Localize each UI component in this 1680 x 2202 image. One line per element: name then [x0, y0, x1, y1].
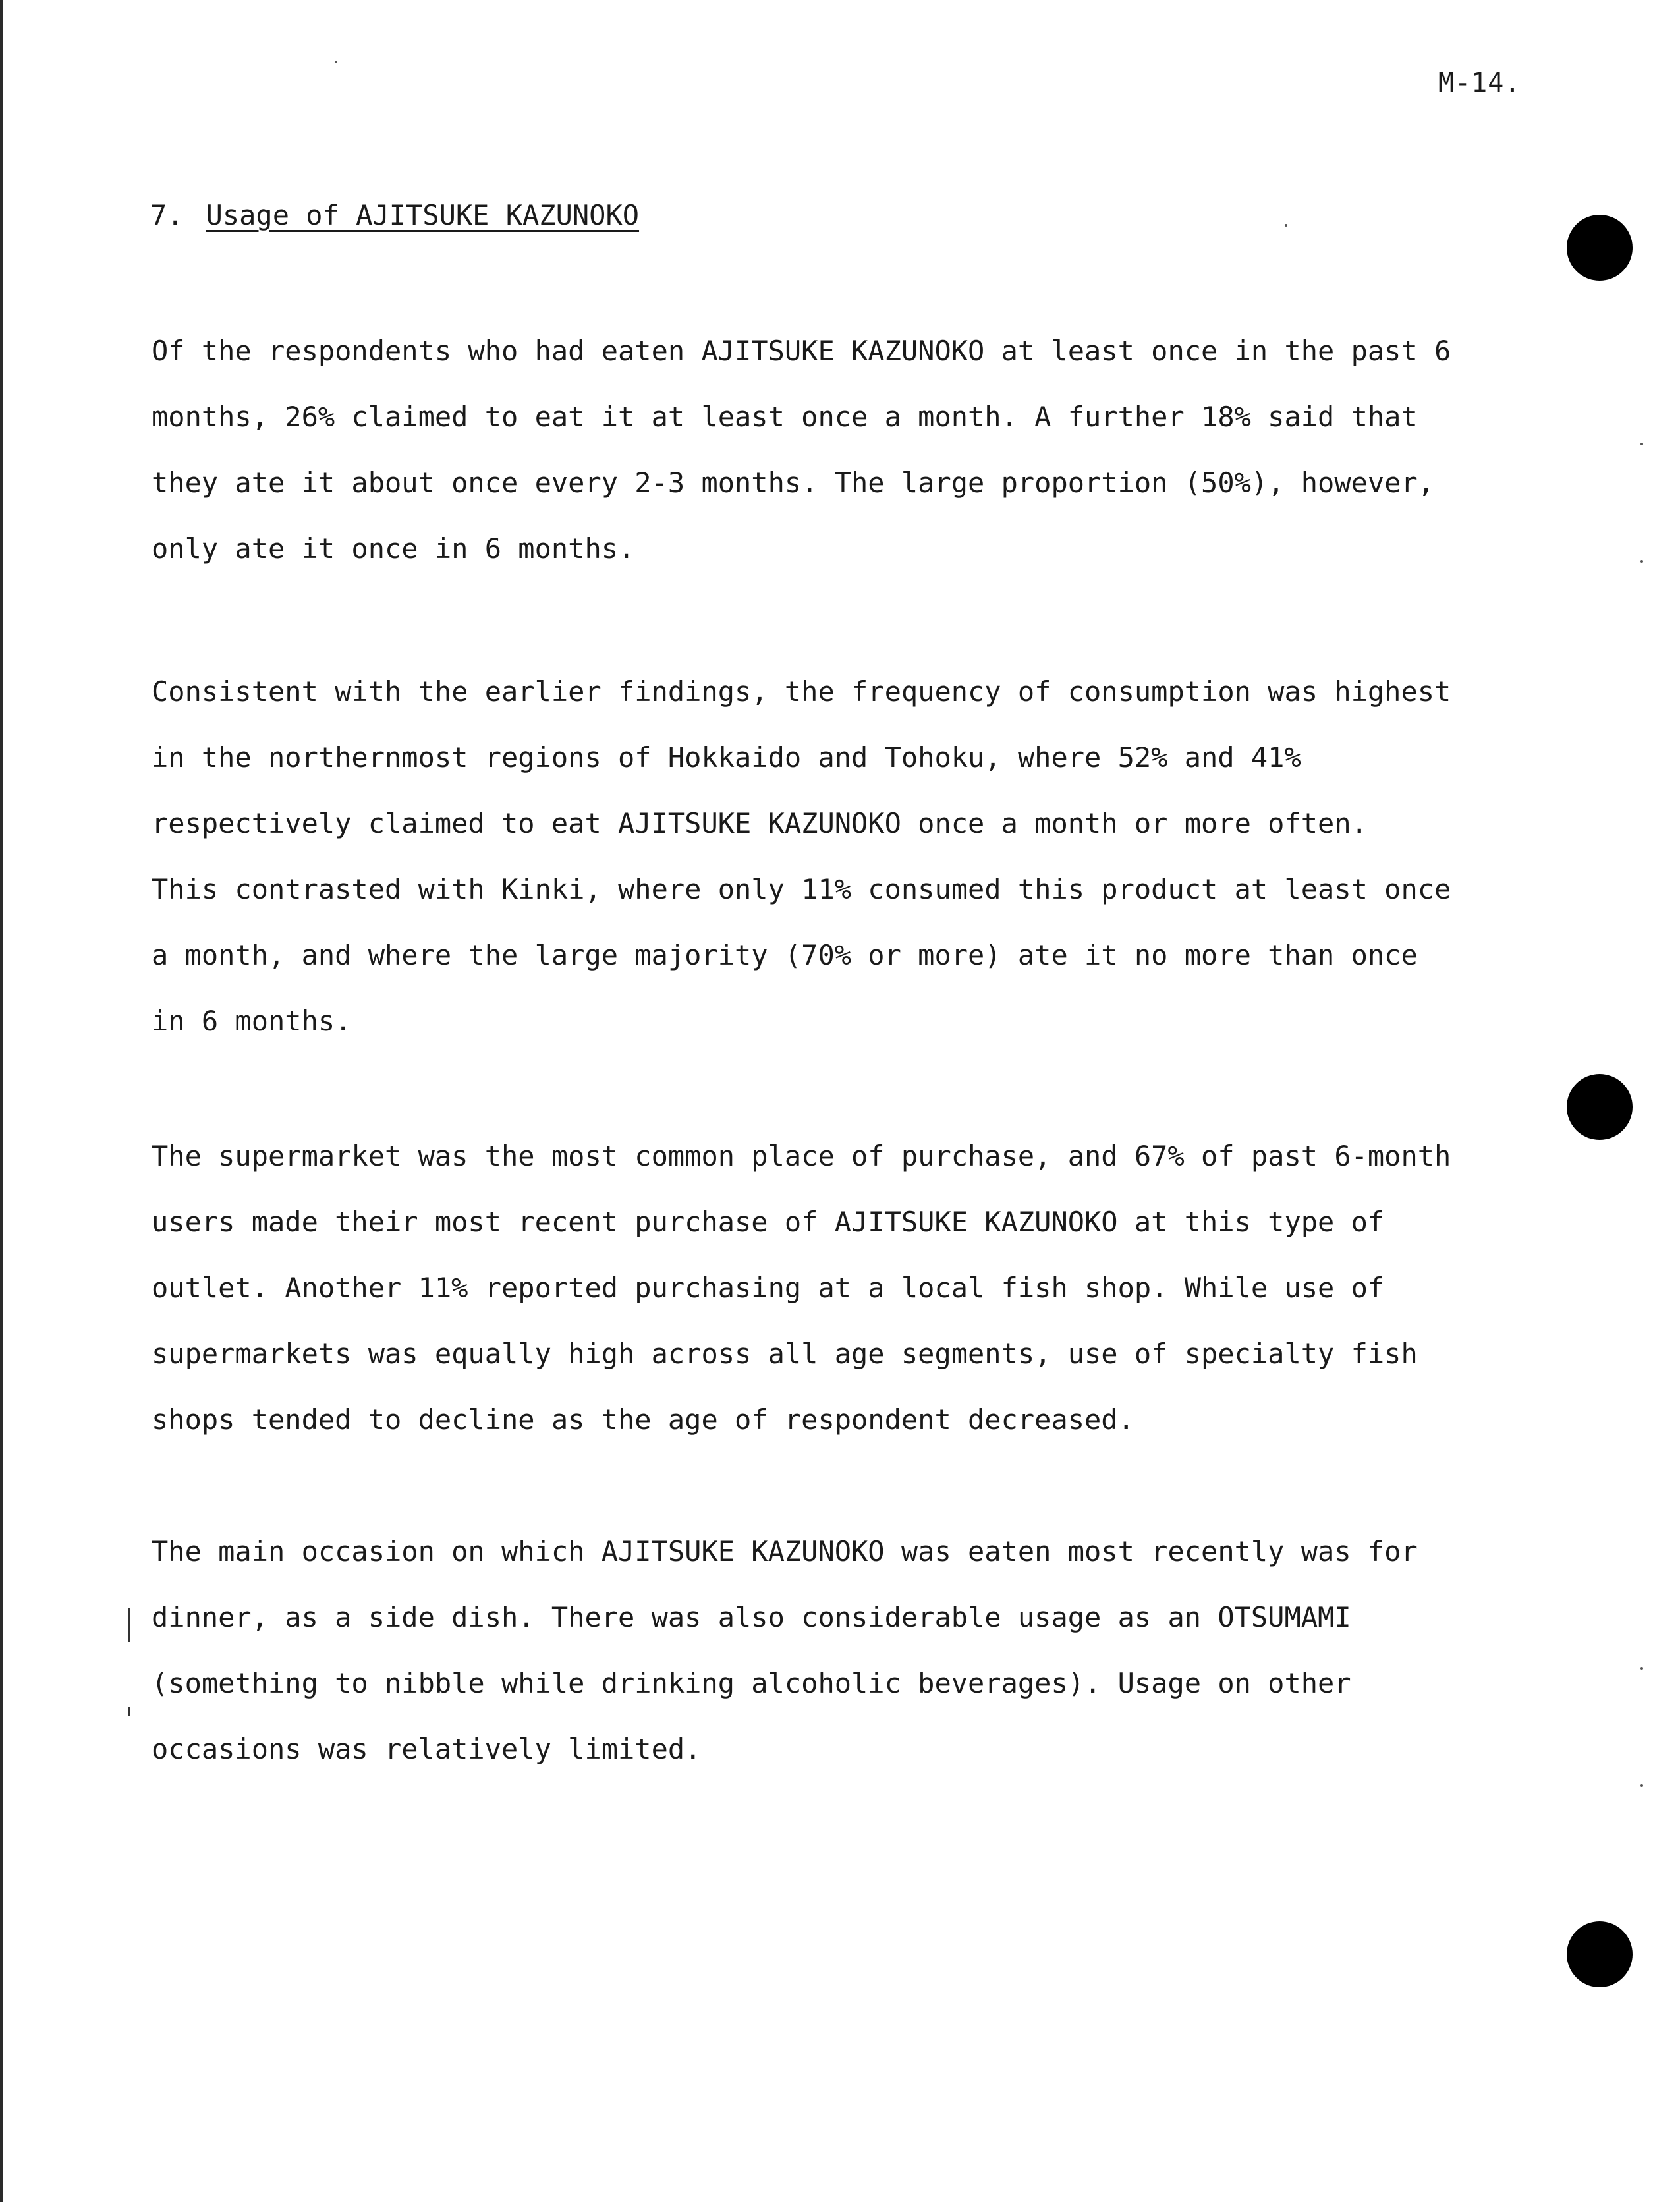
paragraph-line: outlet. Another 11% reported purchasing at a local fish shop. While use of — [152, 1272, 1385, 1304]
paragraph-line: dinner, as a side dish. There was also considerable usage as an OTSUMAMI — [152, 1601, 1351, 1633]
paragraph-purchase-place — [152, 1123, 1469, 1453]
paragraph-line: months, 26% claimed to eat it at least once a month. A further 18% said that — [152, 401, 1418, 433]
paragraph-line: only ate it once in 6 months. — [152, 532, 635, 565]
section-number: 7. — [150, 199, 184, 231]
paragraph-line: (something to nibble while drinking alcoholic beverages). Usage on other — [152, 1667, 1351, 1699]
binder-hole — [1567, 215, 1633, 281]
scan-speck — [1640, 1784, 1643, 1787]
paragraph-line: respectively claimed to eat AJITSUKE KAZUNOKO once a month or more often. — [152, 807, 1368, 839]
paragraph-line: The supermarket was the most common place of purchase, and 67% of past 6-month — [152, 1140, 1451, 1172]
paragraph-line: occasions was relatively limited. — [152, 1733, 702, 1765]
page-number: M-14. — [1438, 68, 1521, 98]
page-edge-line — [0, 0, 3, 2202]
paragraph-line: users made their most recent purchase of AJITSUKE KAZUNOKO at this type of — [152, 1206, 1385, 1238]
margin-mark — [128, 1608, 130, 1642]
paragraph-line: Of the respondents who had eaten AJITSUKE KAZUNOKO at least once in the past 6 — [152, 335, 1451, 367]
paragraph-line: Consistent with the earlier findings, the frequency of consumption was highest — [152, 675, 1451, 708]
scan-speck — [1640, 1667, 1643, 1670]
binder-hole — [1567, 1921, 1633, 1987]
paragraph-line: supermarkets was equally high across all age segments, use of specialty fish — [152, 1338, 1418, 1370]
section-title: Usage of AJITSUKE KAZUNOKO — [206, 199, 640, 231]
scan-speck — [1640, 560, 1643, 563]
paragraph-line: they ate it about once every 2-3 months. The large proportion (50%), however, — [152, 466, 1435, 499]
scan-speck — [335, 61, 337, 63]
margin-mark — [128, 1707, 130, 1716]
scan-speck — [1285, 224, 1287, 227]
scan-speck — [1640, 443, 1643, 445]
binder-hole — [1567, 1074, 1633, 1140]
paragraph-line: a month, and where the large majority (70% or more) ate it no more than once — [152, 939, 1418, 971]
paragraph-line: in 6 months. — [152, 1005, 352, 1037]
paragraph-line: in the northernmost regions of Hokkaido and Tohoku, where 52% and 41% — [152, 741, 1301, 774]
section-heading — [150, 199, 639, 231]
paragraph-regions — [152, 659, 1469, 1054]
paragraph-line: This contrasted with Kinki, where only 11% consumed this product at least once — [152, 873, 1451, 905]
paragraph-line: shops tended to decline as the age of respondent decreased. — [152, 1403, 1134, 1436]
paragraph-occasion — [152, 1519, 1469, 1782]
paragraph-frequency — [152, 318, 1469, 582]
paragraph-line: The main occasion on which AJITSUKE KAZUNOKO was eaten most recently was for — [152, 1535, 1418, 1567]
